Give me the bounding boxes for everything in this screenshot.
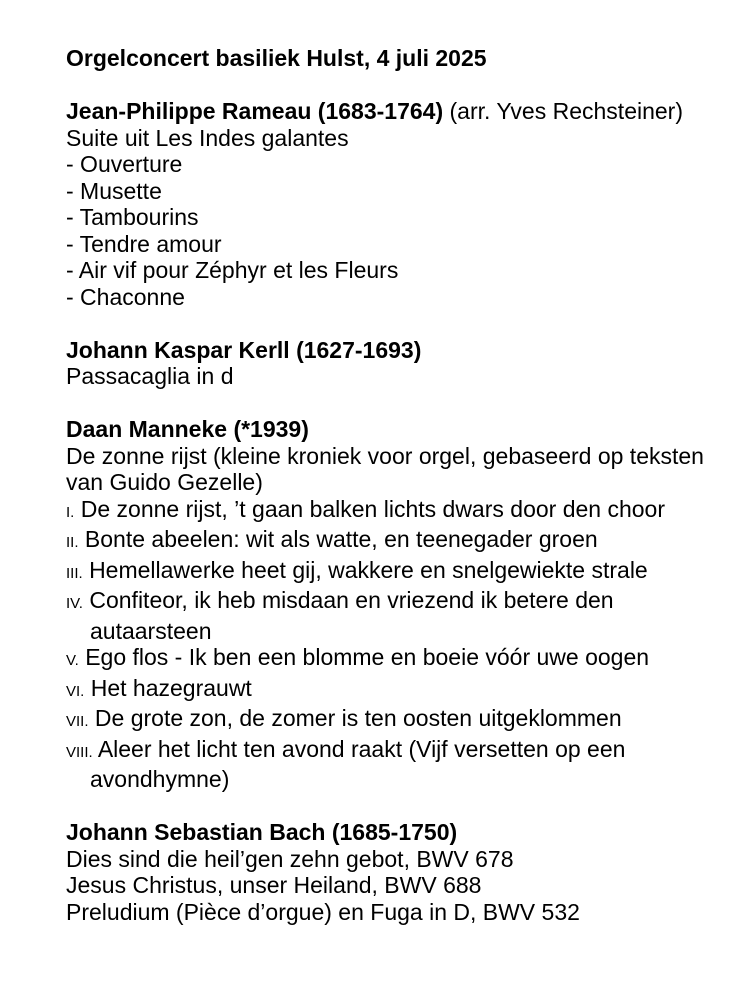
- movement-item: [66, 526, 711, 557]
- section-manneke: [66, 416, 711, 793]
- movement-text: De zonne rijst, ’t gaan balken lichts dwars door den choor: [80, 495, 665, 522]
- movement-item: [66, 705, 711, 736]
- movement-item: - Tambourins: [66, 204, 199, 230]
- movement-item: [66, 644, 711, 675]
- movement-item: [66, 587, 711, 644]
- movement-numeral: VI.: [66, 682, 85, 700]
- movement-numeral: V.: [66, 652, 79, 669]
- movement-item: [66, 675, 711, 706]
- section-bach: [66, 819, 711, 925]
- work-title: Dies sind die heil’gen zehn gebot, BWV 678: [66, 845, 514, 872]
- work-title: Suite uit Les Indes galantes: [66, 124, 349, 151]
- movement-item: - Air vif pour Zéphyr et les Fleurs: [66, 257, 399, 283]
- composer-name: Johann Kaspar Kerll (1627-1693): [66, 336, 422, 363]
- work-title: Jesus Christus, unser Heiland, BWV 688: [66, 872, 482, 898]
- arranger-note: (arr. Yves Rechsteiner): [443, 98, 684, 124]
- movement-item: - Musette: [66, 177, 162, 204]
- movement-numeral: VII.: [66, 713, 89, 730]
- composer-name: Daan Manneke (*1939): [66, 416, 309, 442]
- section-kerll: [66, 337, 711, 390]
- movement-text: Aleer het licht ten avond raakt (Vijf versetten op een avondhymne): [90, 735, 632, 792]
- work-title: Passacaglia in d: [66, 363, 234, 389]
- page-title: Orgelconcert basiliek Hulst, 4 juli 2025: [66, 45, 487, 71]
- composer-heading: [66, 98, 711, 125]
- movement-text: Confiteor, ik heb misdaan en vriezend ik betere den autaarsteen: [89, 587, 620, 644]
- movement-text: Ego flos - Ik ben een blomme en boeie vóór uwe oogen: [85, 644, 650, 670]
- movement-text: Bonte abeelen: wit als watte, en teenegader groen: [84, 526, 598, 552]
- movement-text: Het hazegrauwt: [90, 674, 252, 701]
- movement-numeral: IV.: [66, 595, 83, 612]
- composer-name: Jean-Philippe Rameau (1683-1764): [66, 98, 444, 124]
- movement-item: [66, 736, 711, 793]
- work-title: De zonne rijst (kleine kroniek voor orgel, gebaseerd op teksten van Guido Gezelle): [66, 442, 711, 495]
- movement-item: - Ouverture: [66, 151, 183, 177]
- movement-text: Hemellawerke heet gij, wakkere en snelgewiekte strale: [89, 556, 648, 583]
- movement-item: [66, 496, 711, 527]
- movement-numeral: I.: [66, 503, 75, 521]
- movement-item: - Tendre amour: [66, 230, 222, 257]
- work-title: Preludium (Pièce d’orgue) en Fuga in D, BWV 532: [66, 898, 580, 925]
- movement-item: - Chaconne: [66, 283, 185, 310]
- movement-item: [66, 557, 711, 588]
- movement-numeral: VIII.: [66, 743, 93, 761]
- section-rameau: [66, 98, 711, 310]
- movement-numeral: II.: [66, 534, 79, 551]
- movement-text: De grote zon, de zomer is ten oosten uitgeklommen: [94, 705, 622, 731]
- movement-numeral: III.: [66, 564, 83, 582]
- composer-name: Johann Sebastian Bach (1685-1750): [66, 819, 458, 845]
